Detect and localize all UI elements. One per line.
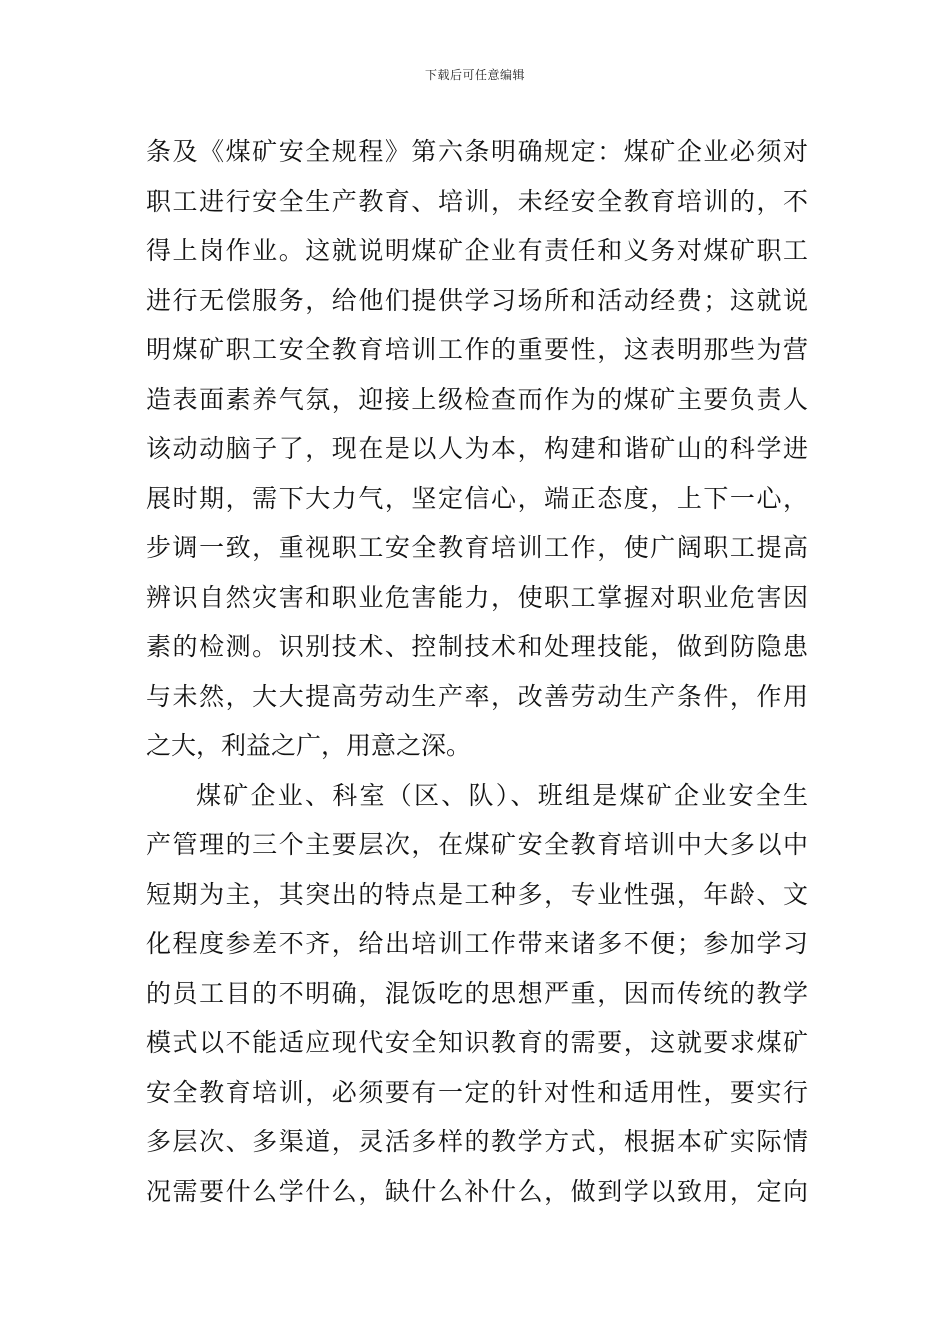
text-line: 煤矿企业、科室（区、队）、班组是煤矿企业安全生 — [196, 780, 808, 810]
text-line: 步调一致，重视职工安全教育培训工作，使广阔职工提高 — [146, 533, 808, 562]
text-line: 辨识自然灾害和职业危害能力，使职工掌握对职业危害因 — [146, 582, 808, 612]
text-line: 造表面素养气氛，迎接上级检查而作为的煤矿主要负责人 — [146, 384, 808, 414]
text-line: 素的检测。识别技术、控制技术和处理技能，做到防隐患 — [146, 632, 808, 661]
text-line: 产管理的三个主要层次，在煤矿安全教育培训中大多以中 — [146, 830, 808, 859]
text-line: 条及《煤矿安全规程》第六条明确规定：煤矿企业必须对 — [146, 137, 808, 166]
text-line: 化程度参差不齐，给出培训工作带来诸多不便；参加学习 — [146, 929, 808, 958]
text-line: 之大，利益之广，用意之深。 — [146, 731, 472, 760]
text-line: 得上岗作业。这就说明煤矿企业有责任和义务对煤矿职工 — [146, 236, 808, 265]
text-line: 模式以不能适应现代安全知识教育的需要，这就要求煤矿 — [146, 1028, 808, 1057]
paragraph-2 — [146, 771, 808, 1217]
text-line: 安全教育培训，必须要有一定的针对性和适用性，要实行 — [146, 1077, 808, 1107]
text-line: 明煤矿职工安全教育培训工作的重要性，这表明那些为营 — [146, 335, 808, 364]
text-line: 展时期，需下大力气，坚定信心，端正态度，上下一心， — [146, 483, 808, 513]
paragraph-1 — [146, 127, 808, 771]
text-line: 与未然，大大提高劳动生产率，改善劳动生产条件，作用 — [146, 681, 808, 711]
document-body — [146, 127, 808, 1216]
text-line: 的员工目的不明确，混饭吃的思想严重，因而传统的教学 — [146, 978, 808, 1008]
page-header: 下载后可任意编辑 — [424, 68, 525, 82]
text-line: 况需要什么学什么，缺什么补什么，做到学以致用，定向 — [146, 1176, 808, 1206]
text-line: 短期为主，其突出的特点是工种多，专业性强，年龄、文 — [146, 879, 808, 909]
text-line: 进行无偿服务，给他们提供学习场所和活动经费；这就说 — [146, 285, 808, 315]
text-line: 多层次、多渠道，灵活多样的教学方式，根据本矿实际情 — [146, 1127, 808, 1156]
text-line: 职工进行安全生产教育、培训，未经安全教育培训的，不 — [146, 186, 808, 216]
text-line: 该动动脑子了，现在是以人为本，构建和谐矿山的科学进 — [146, 434, 808, 463]
